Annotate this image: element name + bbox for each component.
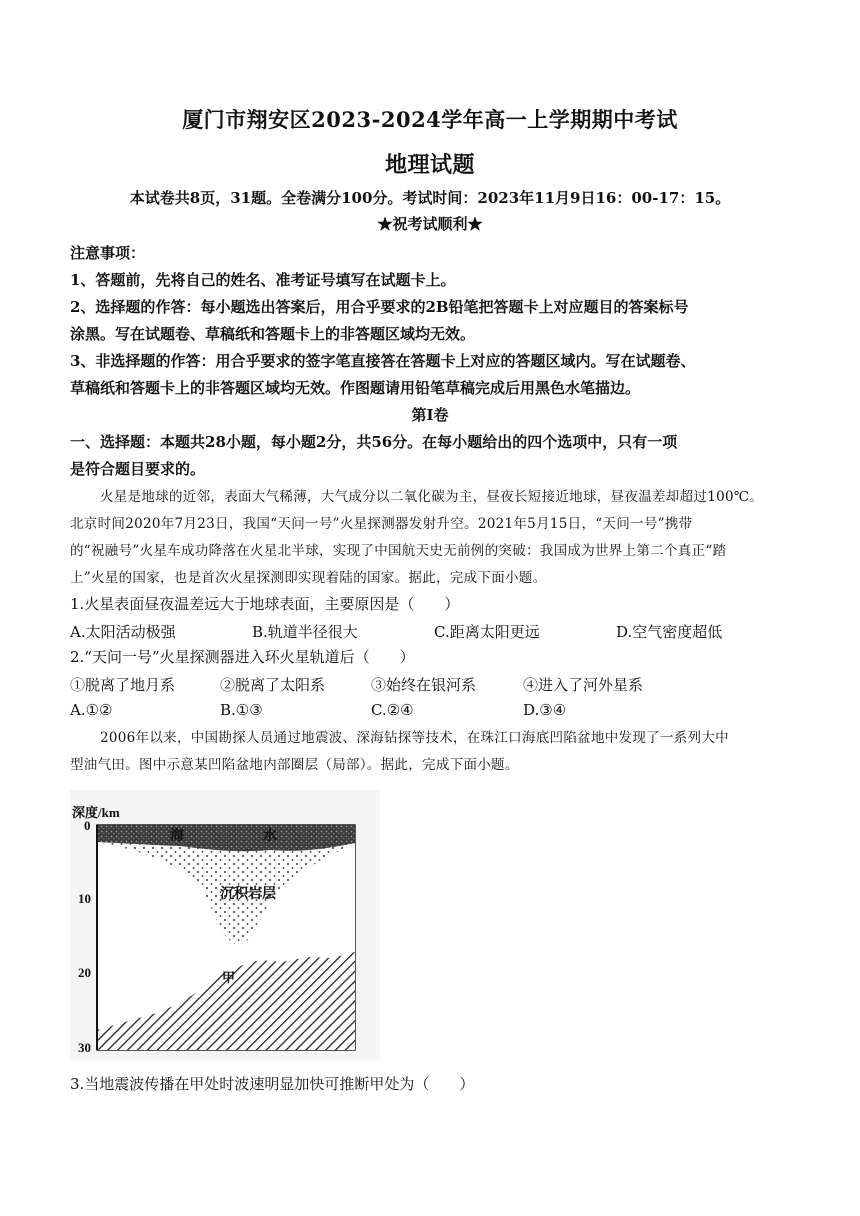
- volume-heading: 第Ⅰ卷: [411, 406, 449, 424]
- basin-cross-section-figure: [70, 790, 380, 1060]
- notes-heading: 注意事项：: [70, 244, 146, 262]
- sea-label-2: 水: [263, 829, 277, 844]
- passage-1-line-2: 北京时间2020年7月23日，我国“天问一号”火星探测器发射升空。2021年5月15日，“天问一号”携带: [70, 516, 693, 532]
- q2-statement-4: ④进入了河外星系: [523, 676, 644, 694]
- note-item-3-line-1: 3、非选择题的作答：用合乎要求的签字笔直接答在答题卡上对应的答题区域内。写在试题卷、: [70, 352, 696, 370]
- section-instructions-line-2: 是符合题目要求的。: [70, 460, 206, 478]
- q2-option-b: B.①③: [220, 701, 263, 719]
- exam-info: 本试卷共8页，31题。全卷满分100分。考试时间：2023年11月9日16：00-17：15。: [129, 189, 731, 207]
- tick-label-30: 30: [78, 1040, 91, 1055]
- passage-1-line-3: 的“祝融号”火星车成功降落在火星北半球，实现了中国航天史无前例的突破：我国成为世界上第二个真正“踏: [70, 543, 727, 559]
- tick-label-10: 10: [78, 891, 91, 906]
- q2-option-a: A.①②: [70, 701, 113, 719]
- depth-axis-label: 深度/km: [72, 805, 120, 820]
- passage-2-line-2: 型油气田。图中示意某凹陷盆地内部圈层（局部）。据此，完成下面小题。: [70, 757, 519, 773]
- question-2-options: [70, 701, 790, 721]
- sea-label-1: 海: [170, 829, 184, 844]
- passage-1-line-4: 上”火星的国家，也是首次火星探测即实现着陆的国家。据此，完成下面小题。: [70, 570, 547, 586]
- q2-statement-3: ③始终在银河系: [371, 676, 477, 694]
- q2-option-d: D.③④: [523, 701, 567, 719]
- q1-option-c: C.距离太阳更远: [434, 623, 540, 641]
- q1-option-a: A.太阳活动极强: [70, 623, 176, 641]
- note-item-1: 1、答题前，先将自己的姓名、准考证号填写在试题卡上。: [70, 271, 456, 289]
- blessing: ★祝考试顺利★: [377, 215, 483, 233]
- q2-statement-1: ①脱离了地月系: [70, 676, 176, 694]
- note-item-2-line-2: 涂黑。写在试题卷、草稿纸和答题卡上的非答题区域均无效。: [70, 325, 476, 343]
- note-item-2-line-1: 2、选择题的作答：每小题选出答案后，用合乎要求的2B铅笔把答题卡上对应题目的答案标号: [70, 298, 689, 316]
- passage-1-line-1: 火星是地球的近邻，表面大气稀薄，大气成分以二氧化碳为主，昼夜长短接近地球，昼夜温差却超过100℃。: [100, 489, 764, 505]
- question-1-stem: 1.火星表面昼夜温差远大于地球表面，主要原因是（ ）: [70, 595, 460, 613]
- q2-statement-2: ②脱离了太阳系: [220, 676, 326, 694]
- question-3-stem: 3.当地震波传播在甲处时波速明显加快可推断甲处为（ ）: [70, 1075, 475, 1093]
- q2-option-c: C.②④: [371, 701, 414, 719]
- q1-option-b: B.轨道半径很大: [252, 623, 358, 641]
- section-instructions-line-1: 一、选择题：本题共28小题，每小题2分，共56分。在每小题给出的四个选项中，只有一项: [70, 433, 678, 451]
- tick-label-20: 20: [78, 965, 91, 980]
- question-1-options: [70, 621, 790, 641]
- exam-title: 厦门市翔安区2023-2024学年高一上学期期中考试: [182, 107, 678, 132]
- basin-diagram: [70, 790, 380, 1060]
- tick-label-0: 0: [84, 818, 91, 833]
- question-2-statements: [70, 674, 790, 694]
- sediment-label: 沉积岩层: [220, 887, 276, 902]
- point-jia-label: 甲: [222, 970, 236, 985]
- exam-subtitle: 地理试题: [384, 152, 475, 178]
- note-item-3-line-2: 草稿纸和答题卡上的非答题区域均无效。作图题请用铅笔草稿完成后用黑色水笔描边。: [70, 379, 641, 397]
- question-2-stem: 2.“天问一号”火星探测器进入环火星轨道后（ ）: [70, 648, 415, 666]
- q1-option-d: D.空气密度超低: [616, 623, 723, 641]
- passage-2-line-1: 2006年以来，中国勘探人员通过地震波、深海钻探等技术，在珠江口海底凹陷盆地中发现了一系列大中: [100, 730, 729, 746]
